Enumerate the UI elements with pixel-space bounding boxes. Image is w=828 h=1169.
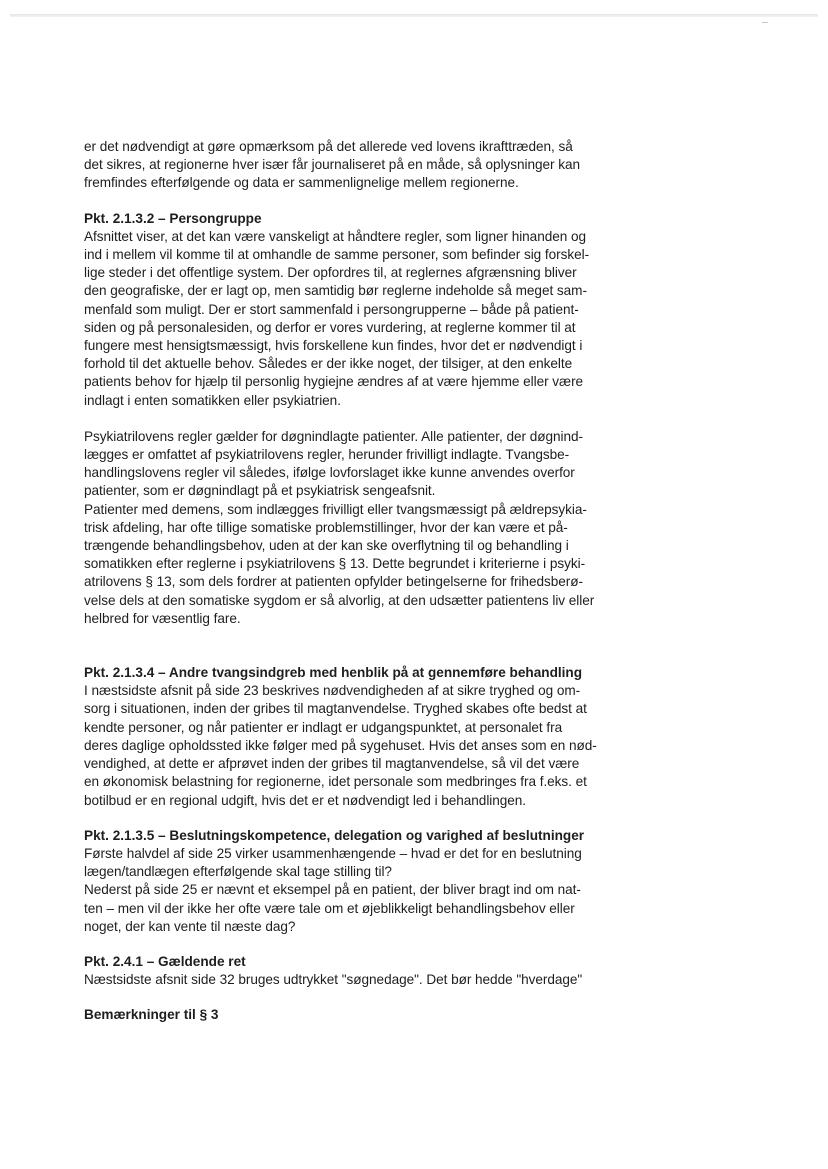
- section-heading-gaeldende-ret: Pkt. 2.4.1 – Gældende ret: [84, 953, 246, 969]
- section-paragraph: Næstsidste afsnit side 32 bruges udtrykket "søgnedage". Det bør hedde "hverdage": [84, 972, 583, 988]
- section-heading-bemaerkninger: Bemærkninger til § 3: [84, 1007, 219, 1023]
- section-heading-persongruppe: Pkt. 2.1.3.2 – Persongruppe: [84, 210, 262, 226]
- section-paragraph: I næstsidste afsnit på side 23 beskrives nødvendigheden af at sikre tryghed og om- sorg i situationen, inden der gribes til magtanvendelse. Tryghed skabes ofte bedst at kendte personer, og når patienter er indlagt er udgangspunktet, at personalet fra deres daglige opholdssted ikke følger med på sygehuset. Hvis det anses som en nød- vendighed, at dette er afprøvet inden der gribes til magtanvendelse, så vil det være en økonomisk belastning for regionerne, idet personale som medbringes fra f.eks. et botilbud er en regional udgift, hvis det er et nødvendigt led i behandlingen.: [84, 683, 597, 808]
- section-paragraph: Første halvdel af side 25 virker usammenhængende – hvad er det for en beslutning lægen/tandlægen efterfølgende skal tage stilling til? Nederst på side 25 er nævnt et eksempel på en patient, der bliver bragt ind om nat- ten – men vil der ikke her ofte være tale om et øjeblikkeligt behandlingsbehov eller noget, der kan vente til næste dag?: [84, 845, 582, 934]
- intro-paragraph: er det nødvendigt at gøre opmærksom på det allerede ved lovens ikrafttræden, så det sikres, at regionerne hver især får journaliseret på en måde, så oplysninger kan fremfindes efterfølgende og data er sammenlignelige mellem regionerne.: [84, 139, 581, 191]
- section-paragraph: Psykiatrilovens regler gælder for døgnindlagte patienter. Alle patienter, der døgnind- lægges er omfattet af psykiatrilovens regler, herunder frivilligt indlagte. Tvangsbe- handlingslovens regler vil således, ifølge lovforslaget ikke kunne anvendes overfor patienter, som er døgnindlagt på et psykiatrisk sengeafsnit. Patienter med demens, som indlægges frivilligt eller tvangsmæssigt på ældrepsykia- trisk afdeling, har ofte tillige somatiske problemstillinger, hvor der kan være et på- trængende behandlingsbehov, uden at der kan ske overflytning til og behandling i somatikken efter reglerne i psykiatrilovens § 13. Dette begrundet i kriterierne i psyki- atrilovens § 13, som dels fordrer at patienten opfylder betingelserne for frihedsberø- velse dels at den somatiske sygdom er så alvorlig, at den udsætter patientens liv eller helbred for væsentlig fare.: [84, 428, 595, 626]
- scan-edge-top: [10, 14, 818, 17]
- scan-mark: [762, 22, 768, 23]
- section-heading-andre-tvangsindgreb: Pkt. 2.1.3.4 – Andre tvangsindgreb med henblik på at gennemføre behandling: [84, 665, 583, 681]
- document-body: [84, 138, 614, 1025]
- section-paragraph: Afsnittet viser, at det kan være vanskeligt at håndtere regler, som ligner hinanden og ind i mellem vil komme til at omhandle de samme personer, som befinder sig forskel- lige steder i det offentlige system. Der opfordres til, at reglernes afgrænsning bliver den geografiske, der er lagt op, men samtidig bør reglerne indeholde så meget sam- menfald som muligt. Der er stort sammenfald i persongrupperne – både på patient- siden og på personalesiden, og derfor er vores vurdering, at reglerne kommer til at fungere mest hensigtsmæssigt, hvis forskellene kun findes, hvor det er nødvendigt i forhold til det aktuelle behov. Således er der ikke noget, der tilsiger, at den enkelte patients behov for hjælp til personlig hygiejne ændres af at være hjemme eller være indlagt i enten somatikken eller psykiatrien.: [84, 228, 590, 408]
- section-heading-beslutningskompetence: Pkt. 2.1.3.5 – Beslutningskompetence, delegation og varighed af beslutninger: [84, 827, 585, 843]
